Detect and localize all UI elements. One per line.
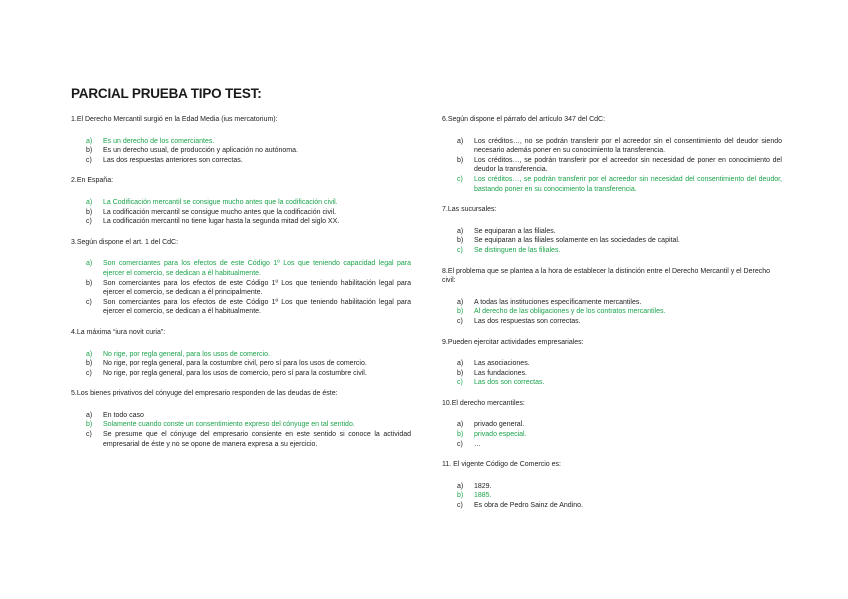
question: [71, 328, 411, 378]
option-text: Al derecho de las obligaciones y de los contratos mercantiles.: [474, 308, 666, 316]
right-column: [442, 115, 782, 522]
page-title: PARCIAL PRUEBA TIPO TEST:: [71, 86, 262, 101]
question-text: 6.Según dispone el párrafo del artículo 347 del CdC:: [442, 116, 606, 123]
question-text: 11. El vigente Código de Comercio es:: [442, 461, 561, 469]
question-text: 4.La máxima “iura novit curia”:: [71, 328, 166, 336]
correct-answer-option: [442, 491, 782, 501]
answer-option: [71, 411, 411, 421]
option-text: Son comerciantes para los efectos de este Código 1º Los que teniendo habilitación legal para ejercer el comercio, se dedican a él principalmente.: [103, 279, 411, 297]
correct-answer-option: [71, 420, 411, 430]
option-text: Se presume que el cónyuge del empresario consiente en este sentido si conoce la actividad empresarial de éste y no se opone de manera expresa a su ejercicio.: [103, 431, 411, 448]
option-text: 1829.: [474, 482, 492, 490]
option-list: [71, 411, 411, 449]
question: [442, 267, 782, 327]
option-list: [442, 359, 782, 388]
option-letter: b): [86, 421, 93, 429]
answer-option: [442, 420, 782, 430]
option-text: Las dos respuestas son correctas.: [474, 317, 581, 325]
correct-answer-option: [71, 137, 411, 147]
option-text: Las fundaciones.: [474, 369, 527, 377]
option-text: La Codificación mercantil se consigue mucho antes que la codificación civil.: [103, 198, 338, 206]
option-text: Los créditos…, no se podrán transferir por el acreedor sin el consentimiento del deudor siendo necesario además poner en su conocimiento la transferencia.: [474, 137, 782, 155]
option-list: [71, 259, 411, 317]
option-text: Se equiparan a las filiales.: [474, 227, 556, 235]
option-text: privado especial.: [474, 431, 527, 439]
option-text: Los créditos…, se podrán transferir por el acreedor sin necesidad del consentimiento del deudor, bastando poner en su conocimiento la transferencia.: [474, 175, 782, 193]
option-letter: c): [86, 431, 92, 439]
answer-option: [442, 137, 782, 156]
option-letter: c): [457, 246, 463, 254]
option-list: [442, 298, 782, 327]
question-text: 10.El derecho mercantiles:: [442, 399, 525, 407]
correct-answer-option: [442, 175, 782, 194]
option-letter: b): [457, 431, 464, 439]
answer-option: [442, 482, 782, 492]
option-letter: a): [457, 137, 464, 145]
option-text: En todo caso: [103, 411, 144, 419]
answer-option: [442, 501, 782, 511]
question: [71, 389, 411, 449]
option-text: La codificación mercantil no tiene lugar hasta la segunda mitad del siglo XX.: [103, 218, 340, 226]
option-text: 1885.: [474, 492, 492, 500]
correct-answer-option: [442, 307, 782, 317]
correct-answer-option: [442, 378, 782, 388]
question: [442, 205, 782, 255]
option-text: Las dos respuestas anteriores son correctas.: [103, 156, 243, 164]
option-letter: c): [457, 317, 463, 325]
question-text: 1.El Derecho Mercantil surgió en la Edad Media (ius mercatorium):: [71, 116, 278, 123]
option-text: Son comerciantes para los efectos de este Código 1º Los que teniendo habilitación legal para ejercer el comercio, se dedican a él habitualmente.: [103, 298, 411, 316]
answer-option: [442, 317, 782, 327]
correct-answer-option: [71, 350, 411, 360]
option-text: Son comerciantes para los efectos de este Código 1º Los que teniendo capacidad legal para ejercer el comercio, se dedican a él habitualmente.: [103, 260, 411, 277]
question: [71, 238, 411, 317]
option-list: [71, 350, 411, 379]
answer-option: [71, 156, 411, 166]
question-text: 5.Los bienes privativos del cónyuge del empresario responden de las deudas de éste:: [71, 390, 338, 398]
answer-option: [442, 156, 782, 175]
option-list: [71, 198, 411, 227]
answer-option: [442, 440, 782, 450]
correct-answer-option: [71, 259, 411, 278]
option-letter: b): [86, 208, 93, 216]
option-letter: b): [86, 147, 93, 155]
correct-answer-option: [71, 198, 411, 208]
answer-option: [442, 359, 782, 369]
question-text: 7.Las sucursales:: [442, 206, 497, 214]
option-letter: a): [457, 482, 464, 490]
option-letter: a): [86, 350, 93, 358]
question: [71, 115, 411, 165]
option-list: [442, 137, 782, 195]
option-text: Las asociaciones.: [474, 360, 530, 368]
option-letter: a): [457, 360, 464, 368]
question-text: 8.El problema que se plantea a la hora de establecer la distinción entre el Derecho Mercantil y el Derecho civil:: [442, 267, 771, 285]
option-letter: a): [86, 198, 93, 206]
option-text: Es un derecho de los comerciantes.: [103, 137, 215, 145]
option-text: La codificación mercantil se consigue mucho antes que la codificación civil.: [103, 208, 337, 216]
option-text: Es un derecho usual, de producción y aplicación no autónoma.: [103, 147, 298, 155]
option-letter: a): [457, 227, 464, 235]
option-list: [442, 227, 782, 256]
option-text: Es obra de Pedro Sainz de Andino.: [474, 502, 583, 510]
option-letter: c): [86, 369, 92, 377]
option-letter: c): [86, 218, 92, 226]
question: [71, 176, 411, 226]
option-list: [442, 482, 782, 511]
option-letter: b): [457, 492, 464, 500]
option-letter: a): [457, 421, 464, 429]
option-text: No rige, por regla general, para los usos de comercio.: [103, 350, 270, 358]
option-text: Solamente cuando conste un consentimiento expreso del cónyuge en tal sentido.: [103, 421, 355, 429]
question: [442, 460, 782, 510]
left-column: [71, 115, 411, 460]
option-text: Los créditos…, se podrán transferir por el acreedor sin necesidad de poner en conocimiento del deudor la transferencia.: [474, 156, 782, 174]
option-letter: b): [86, 279, 93, 287]
answer-option: [71, 359, 411, 369]
option-text: No rige, por regla general, para los usos de comercio, pero sí para la costumbre civil.: [103, 369, 367, 377]
option-letter: c): [457, 502, 463, 510]
answer-option: [442, 227, 782, 237]
option-letter: c): [86, 298, 92, 306]
option-letter: a): [86, 137, 93, 145]
option-letter: a): [457, 298, 464, 306]
option-text: No rige, por regla general, para la costumbre civil, pero sí para los usos de comercio.: [103, 360, 367, 368]
answer-option: [71, 430, 411, 449]
option-letter: b): [86, 360, 93, 368]
correct-answer-option: [442, 246, 782, 256]
question-text: 3.Según dispone el art. 1 del CdC:: [71, 238, 179, 246]
option-text: Se equiparan a las filiales solamente en las sociedades de capital.: [474, 237, 680, 245]
option-letter: b): [457, 308, 464, 316]
option-letter: b): [457, 369, 464, 377]
option-text: Las dos son correctas.: [474, 379, 545, 387]
question: [442, 338, 782, 388]
option-letter: b): [457, 237, 464, 245]
option-text: …: [474, 440, 481, 448]
answer-option: [442, 369, 782, 379]
question-text: 2.En España:: [71, 177, 114, 185]
correct-answer-option: [442, 430, 782, 440]
question: [442, 399, 782, 449]
answer-option: [71, 298, 411, 317]
question: [442, 115, 782, 194]
option-text: A todas las instituciones específicamente mercantiles.: [474, 298, 642, 306]
option-letter: a): [86, 260, 93, 268]
answer-option: [442, 298, 782, 308]
option-letter: c): [457, 440, 463, 448]
option-list: [71, 137, 411, 166]
option-letter: b): [457, 156, 464, 164]
answer-option: [71, 217, 411, 227]
option-letter: c): [457, 175, 463, 183]
option-letter: a): [86, 411, 93, 419]
answer-option: [71, 279, 411, 298]
option-letter: c): [457, 379, 463, 387]
question-text: 9.Pueden ejercitar actividades empresariales:: [442, 338, 584, 346]
answer-option: [71, 369, 411, 379]
answer-option: [71, 208, 411, 218]
option-letter: c): [86, 156, 92, 164]
option-list: [442, 420, 782, 449]
answer-option: [71, 146, 411, 156]
option-text: privado general.: [474, 421, 525, 429]
option-text: Se distinguen de las filiales.: [474, 246, 561, 254]
answer-option: [442, 236, 782, 246]
